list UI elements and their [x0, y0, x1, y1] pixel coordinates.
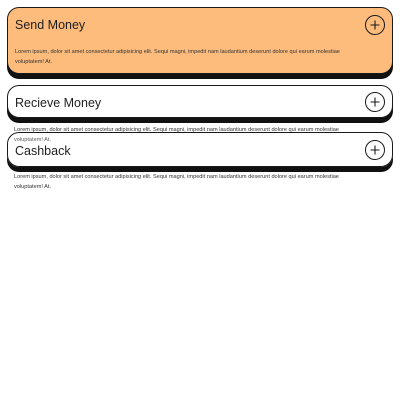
plus-circle-icon[interactable] [365, 140, 385, 160]
accordion-item-description: Lorem ipsum, dolor sit amet consectetur adipisicing elit. Sequi magni, impedit nam laudantium deserunt dolore qui earum molestiae voluptatem! At. [15, 49, 340, 65]
accordion-item-title: Recieve Money [15, 96, 102, 110]
plus-circle-icon[interactable] [365, 15, 385, 35]
accordion-item-title: Cashback [15, 144, 71, 158]
accordion-item-send-money[interactable] [7, 7, 393, 74]
accordion-item-description: Lorem ipsum, dolor sit amet consectetur adipisicing elit. Sequi magni, impedit nam laudantium deserunt dolore qui earum molestiae voluptatem! At. [14, 127, 339, 143]
accordion-item-title: Send Money [15, 18, 86, 32]
accordion-item-recieve-money[interactable] [7, 85, 393, 118]
plus-circle-icon[interactable] [365, 92, 385, 112]
accordion-item-cashback[interactable] [7, 132, 393, 167]
accordion-item-description: Lorem ipsum, dolor sit amet consectetur adipisicing elit. Sequi magni, impedit nam laudantium deserunt dolore qui earum molestiae voluptatem! At. [14, 174, 339, 190]
